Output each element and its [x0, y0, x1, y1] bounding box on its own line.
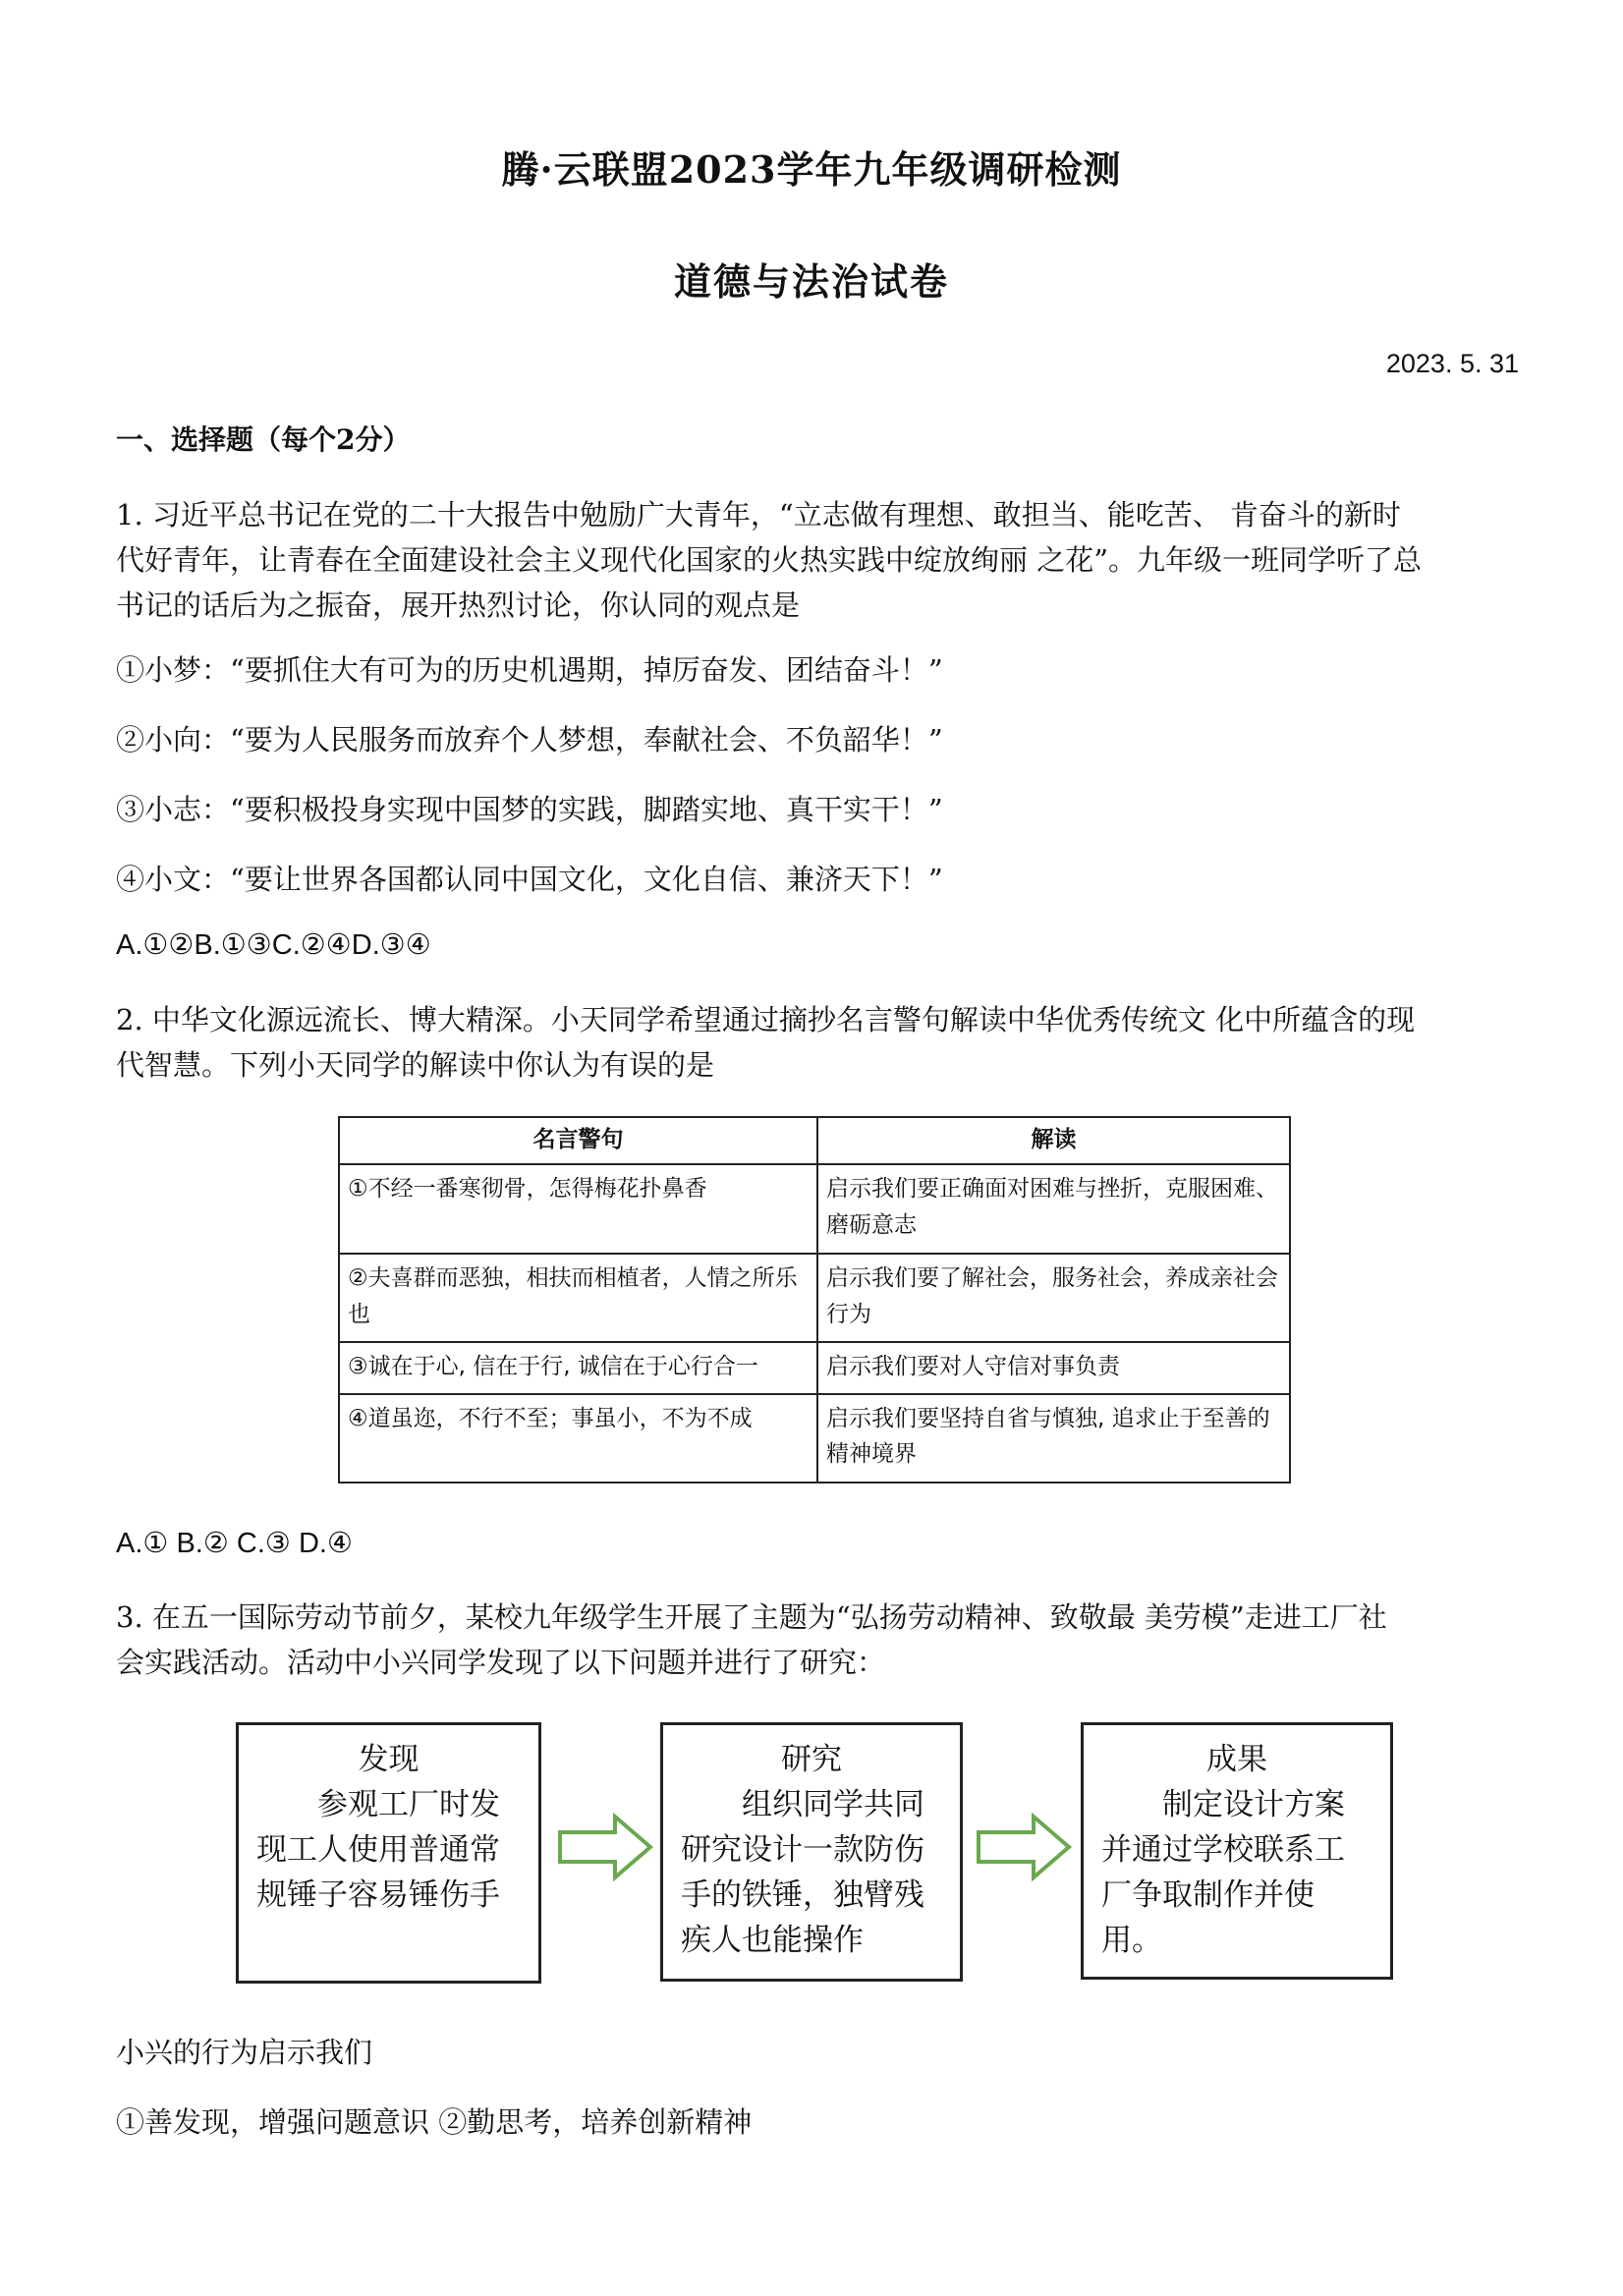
table-cell-quote: ①不经一番寒彻骨，怎得梅花扑鼻香: [339, 1164, 817, 1253]
table-cell-quote: ②夫喜群而恶独，相扶而相植者，人情之所乐也: [339, 1254, 817, 1342]
q3-prompt: 小兴的行为启示我们: [116, 2036, 373, 2069]
table-cell-interpretation: 启示我们要了解社会，服务社会，养成亲社会行为: [817, 1254, 1290, 1342]
flow-box-title: 成果: [1206, 1742, 1267, 1777]
q2-stem-line: 2. 中华文化源远流长、博大精深。小天同学希望通过摘抄名言警句解读中华优秀传统文 化中所蕴含的现: [116, 1003, 1416, 1036]
q1-item: ①小梦：“要抓住大有可为的历史机遇期，掉厉奋发、团结奋斗！”: [116, 653, 943, 687]
exam-subtitle: 道德与法治试卷: [673, 259, 949, 304]
flow-box-title: 研究: [781, 1742, 842, 1777]
table-cell-quote: ④道虽迩，不行不至；事虽小，不为不成: [339, 1394, 817, 1483]
q3-items: ①善发现，增强问题意识 ②勤思考，培养创新精神: [116, 2105, 753, 2139]
table-row: [339, 1342, 1290, 1393]
right-arrow-icon: [556, 1813, 654, 1881]
table-cell-quote: ③诚在于心, 信在于行, 诚信在于心行合一: [339, 1342, 817, 1393]
flow-box-body: 组织同学共同研究设计一款防伤手的铁锤，独臂残疾人也能操作: [681, 1787, 924, 1958]
table-row: [339, 1254, 1290, 1342]
table-header-row: [339, 1117, 1290, 1164]
flow-box-title: 发现: [358, 1742, 420, 1777]
flow-box-body: 制定设计方案并通过学校联系工厂争取制作并使用。: [1101, 1787, 1345, 1958]
flow-box-discover: [236, 1722, 541, 1984]
flow-box-research: [660, 1722, 963, 1982]
table-cell-interpretation: 启示我们要正确面对困难与挫折，克服困难、磨砺意志: [817, 1164, 1290, 1253]
table-header-quote: 名言警句: [339, 1117, 817, 1164]
table-header-interpretation: 解读: [817, 1117, 1290, 1164]
q1-options: A.①②B.①③C.②④D.③④: [116, 929, 431, 961]
q2-options: A.① B.② C.③ D.④: [116, 1528, 353, 1559]
q1-stem-line: 书记的话后为之振奋，展开热烈讨论，你认同的观点是: [116, 588, 801, 622]
q1-item: ④小文：“要让世界各国都认同中国文化，文化自信、兼济天下！”: [116, 863, 943, 896]
table-row: [339, 1164, 1290, 1253]
flow-box-result: [1081, 1722, 1393, 1980]
quotes-table: [338, 1116, 1291, 1484]
q1-item: ③小志：“要积极投身实现中国梦的实践，脚踏实地、真干实干！”: [116, 793, 943, 826]
table-row: [339, 1394, 1290, 1483]
exam-title: 腾·云联盟2023学年九年级调研检测: [501, 147, 1122, 192]
table-cell-interpretation: 启示我们要坚持自省与慎独, 追求止于至善的精神境界: [817, 1394, 1290, 1483]
right-arrow-icon: [975, 1813, 1073, 1881]
table-cell-interpretation: 启示我们要对人守信对事负责: [817, 1342, 1290, 1393]
q1-stem-line: 代好青年，让青春在全面建设社会主义现代化国家的火热实践中绽放绚丽 之花”。九年级一班同学听了总: [116, 543, 1423, 577]
flow-box-body: 参观工厂时发现工人使用普通常规锤子容易锤伤手: [256, 1787, 500, 1913]
q3-stem-line: 会实践活动。活动中小兴同学发现了以下问题并进行了研究：: [116, 1646, 886, 1679]
q2-stem-line: 代智慧。下列小天同学的解读中你认为有误的是: [116, 1048, 715, 1082]
q3-stem-line: 3. 在五一国际劳动节前夕，某校九年级学生开展了主题为“弘扬劳动精神、致敬最 美劳模”走进工厂社: [116, 1600, 1387, 1634]
exam-date: 2023. 5. 31: [1385, 349, 1519, 378]
section-heading: 一、选择题（每个2分）: [116, 423, 411, 456]
q1-item: ②小向：“要为人民服务而放弃个人梦想，奉献社会、不负韶华！”: [116, 723, 943, 756]
q1-stem-line: 1. 习近平总书记在党的二十大报告中勉励广大青年，“立志做有理想、敢担当、能吃苦、 肯奋斗的新时: [116, 498, 1401, 532]
